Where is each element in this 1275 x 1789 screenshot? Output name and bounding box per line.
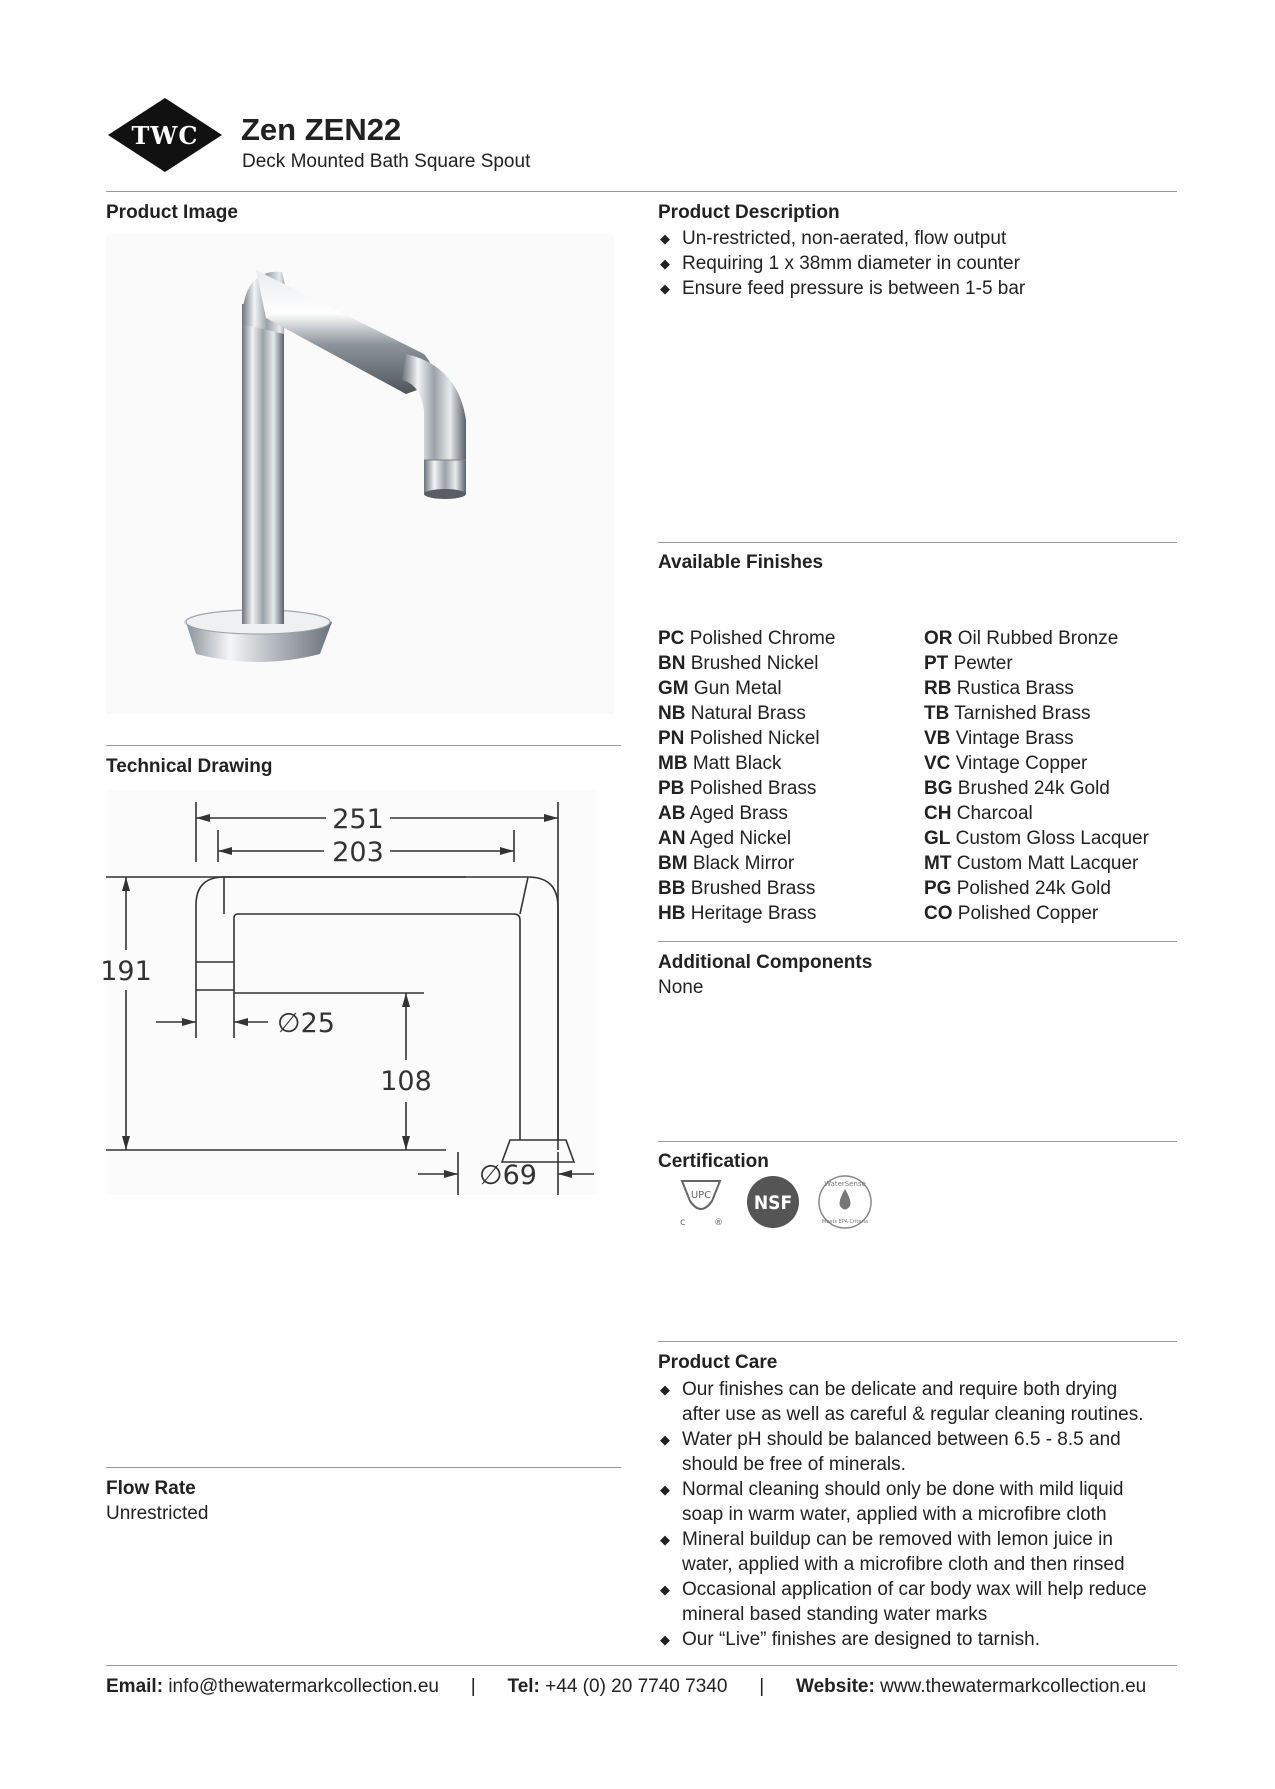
care-list <box>658 1377 1177 1652</box>
page-subtitle: Deck Mounted Bath Square Spout <box>242 151 531 172</box>
dim-191: 191 <box>100 956 152 987</box>
technical-drawing <box>100 790 598 1195</box>
svg-text:®: ® <box>714 1218 723 1228</box>
list-item: ◆ Requiring 1 x 38mm diameter in counter <box>660 253 1020 274</box>
finish-item: VB Vintage Brass <box>924 728 1074 749</box>
finishes-right-list <box>924 626 1177 926</box>
dim-25: ∅25 <box>277 1008 335 1039</box>
finish-item: BN Brushed Nickel <box>658 653 819 674</box>
available-finishes-heading: Available Finishes <box>658 552 824 573</box>
right-divider-1 <box>658 542 1177 543</box>
right-divider-4 <box>658 1341 1177 1342</box>
finish-item: BM Black Mirror <box>658 853 795 874</box>
finish-item: AN Aged Nickel <box>658 828 792 849</box>
product-care-heading: Product Care <box>658 1352 778 1373</box>
right-divider-2 <box>658 941 1177 942</box>
dim-251: 251 <box>332 804 384 835</box>
left-divider-2 <box>106 1467 621 1468</box>
technical-drawing-heading: Technical Drawing <box>106 756 273 777</box>
logo-text: TWC <box>131 121 199 150</box>
list-item: ◆ Mineral buildup can be removed with lemon juice in water, applied with a microfibre cloth and then rinsed <box>660 1529 1125 1575</box>
finish-item: BB Brushed Brass <box>658 878 816 899</box>
list-item: ◆ Our “Live” finishes are designed to tarnish. <box>660 1629 1041 1650</box>
finish-item: GM Gun Metal <box>658 678 782 699</box>
footer-separator: | <box>759 1676 765 1697</box>
finish-item: GL Custom Gloss Lacquer <box>924 828 1149 849</box>
finish-item: AB Aged Brass <box>658 803 788 824</box>
certification-heading: Certification <box>658 1151 769 1172</box>
finish-item: BG Brushed 24k Gold <box>924 778 1110 799</box>
product-image <box>106 234 614 714</box>
description-list <box>658 226 1177 301</box>
list-item: ◆ Our finishes can be delicate and require both drying after use as well as careful & regular cleaning routines. <box>660 1379 1144 1425</box>
upc-certification-icon <box>672 1173 730 1231</box>
finish-item: RB Rustica Brass <box>924 678 1074 699</box>
finishes-left-list <box>658 626 918 926</box>
website-link[interactable]: www.thewatermarkcollection.eu <box>880 1676 1147 1697</box>
tel-link[interactable]: +44 (0) 20 7740 7340 <box>545 1676 728 1697</box>
finish-item: VC Vintage Copper <box>924 753 1088 774</box>
additional-components-value: None <box>658 977 704 998</box>
product-image-heading: Product Image <box>106 202 238 223</box>
website-label: Website: <box>795 1676 875 1697</box>
nsf-certification-icon <box>744 1173 802 1231</box>
footer <box>106 1676 1146 1698</box>
finish-item: CH Charcoal <box>924 803 1033 824</box>
flow-rate-value: Unrestricted <box>106 1503 209 1524</box>
finish-item: PN Polished Nickel <box>658 728 820 749</box>
svg-text:Meets EPA Criteria: Meets EPA Criteria <box>822 1219 868 1225</box>
finish-item: HB Heritage Brass <box>658 903 817 924</box>
list-item: ◆ Ensure feed pressure is between 1-5 bar <box>660 278 1026 299</box>
tel-label: Tel: <box>507 1676 540 1697</box>
watersense-certification-icon <box>816 1173 874 1231</box>
finish-item: PG Polished 24k Gold <box>924 878 1111 899</box>
finish-item: PC Polished Chrome <box>658 628 836 649</box>
list-item: ◆ Occasional application of car body wax will help reduce mineral based standing water marks <box>660 1579 1147 1625</box>
dim-69: ∅69 <box>479 1160 537 1191</box>
footer-divider <box>106 1665 1177 1666</box>
finish-item: MB Matt Black <box>658 753 782 774</box>
list-item: ◆ Un-restricted, non-aerated, flow output <box>660 228 1007 249</box>
finish-item: PB Polished Brass <box>658 778 817 799</box>
svg-text:c: c <box>680 1217 686 1228</box>
email-label: Email: <box>106 1676 164 1697</box>
finish-item: PT Pewter <box>924 653 1013 674</box>
svg-text:UPC: UPC <box>690 1190 712 1201</box>
header-divider <box>106 191 1177 192</box>
email-link[interactable]: info@thewatermarkcollection.eu <box>168 1676 439 1697</box>
finish-item: CO Polished Copper <box>924 903 1099 924</box>
finish-item: OR Oil Rubbed Bronze <box>924 628 1119 649</box>
twc-logo <box>106 96 224 174</box>
right-divider-3 <box>658 1141 1177 1142</box>
dim-108: 108 <box>380 1066 432 1097</box>
flow-rate-heading: Flow Rate <box>106 1478 196 1499</box>
list-item: ◆ Water pH should be balanced between 6.5 - 8.5 and should be free of minerals. <box>660 1429 1121 1475</box>
finish-item: NB Natural Brass <box>658 703 806 724</box>
product-description-heading: Product Description <box>658 202 840 223</box>
dim-203: 203 <box>332 837 384 868</box>
page-title: Zen ZEN22 <box>241 112 402 147</box>
list-item: ◆ Normal cleaning should only be done with mild liquid soap in warm water, applied with a microfibre cloth <box>660 1479 1124 1525</box>
footer-separator: | <box>470 1676 476 1697</box>
finish-item: TB Tarnished Brass <box>924 703 1091 724</box>
finish-item: MT Custom Matt Lacquer <box>924 853 1139 874</box>
additional-components-heading: Additional Components <box>658 952 873 973</box>
svg-text:WaterSense: WaterSense <box>824 1180 866 1188</box>
svg-text:NSF: NSF <box>753 1192 793 1214</box>
left-divider-1 <box>106 745 621 746</box>
